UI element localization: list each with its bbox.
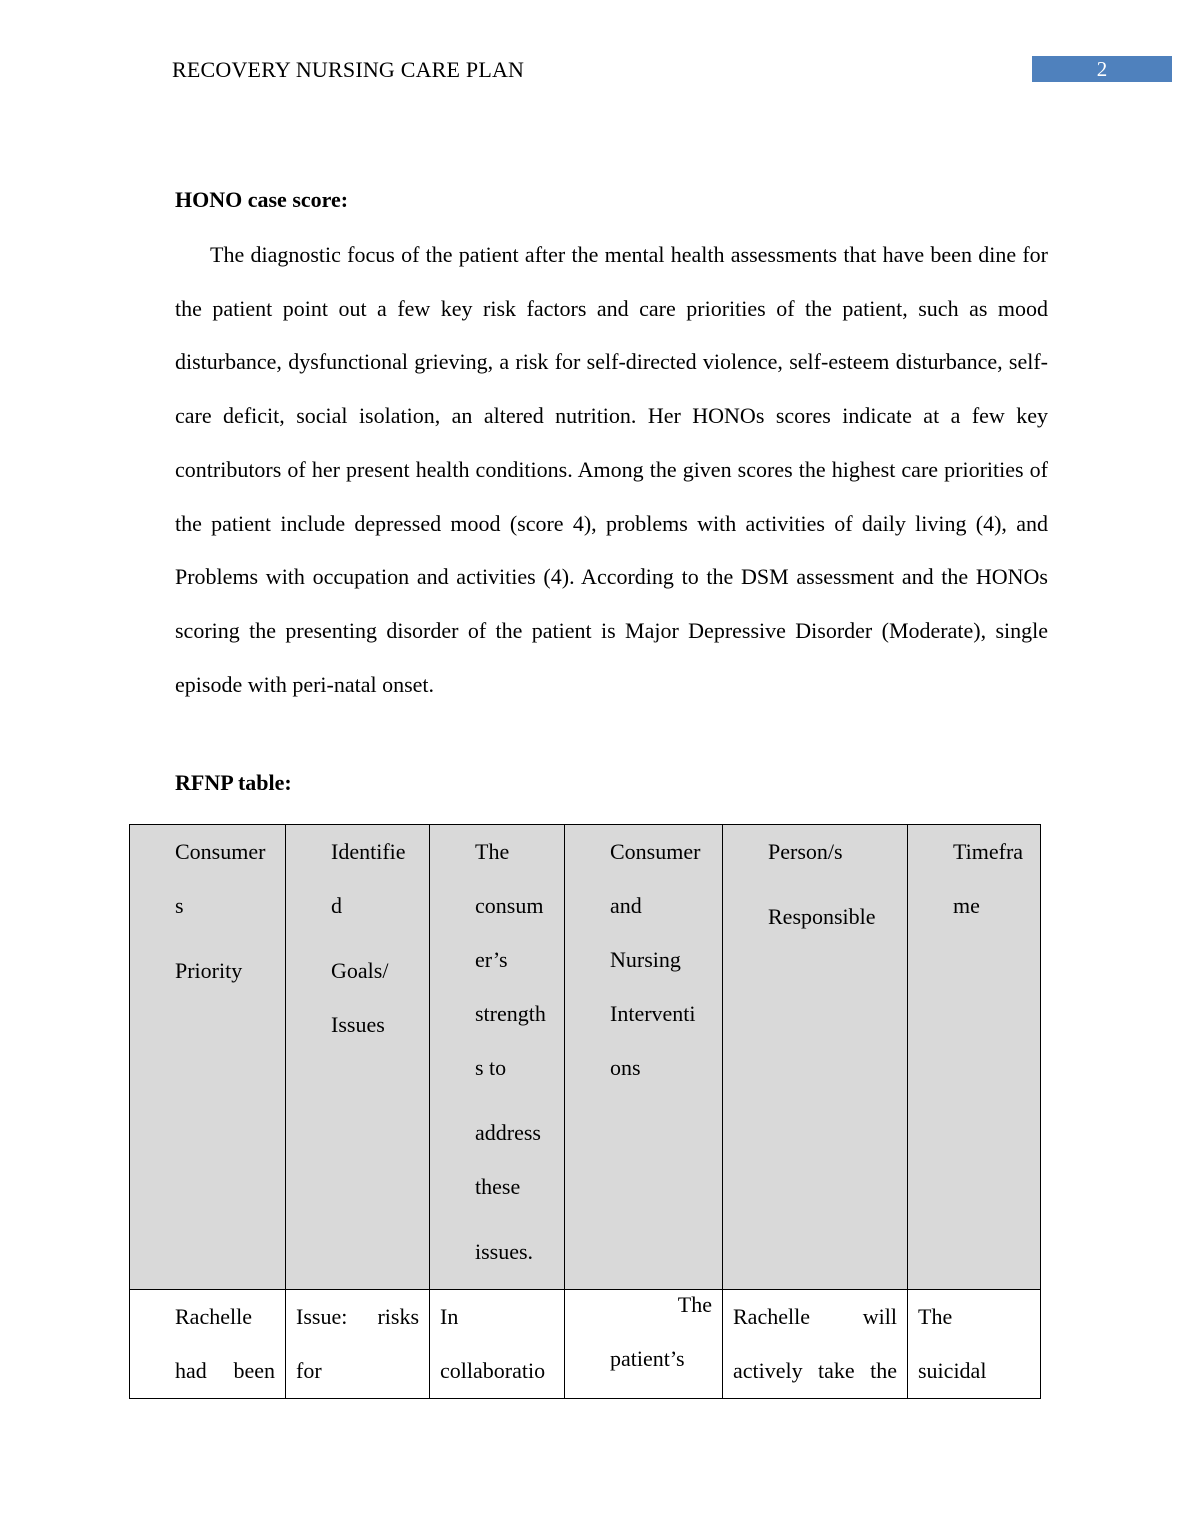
header-text: and	[610, 893, 642, 918]
cell-text: The	[918, 1304, 953, 1329]
header-text: The	[475, 839, 510, 864]
hono-heading: HONO case score:	[175, 187, 349, 212]
header-text: er’s	[475, 947, 508, 972]
header-text: Interventi	[610, 1001, 696, 1026]
header-text: Responsible	[768, 904, 876, 929]
cell-text: take	[818, 1358, 855, 1383]
cell-interventions	[565, 1290, 723, 1399]
cell-text: for	[296, 1358, 322, 1383]
header-text: s	[175, 893, 184, 918]
cell-responsible	[723, 1290, 908, 1399]
header-text: me	[953, 893, 980, 918]
cell-text: actively	[733, 1358, 803, 1383]
header-text: Priority	[175, 958, 243, 983]
cell-goals-issues	[286, 1290, 430, 1399]
cell-text: Rachelle	[175, 1304, 252, 1329]
cell-text: the	[870, 1358, 897, 1383]
rfnp-table	[129, 824, 1041, 1399]
table-header-row	[130, 825, 1041, 1290]
header-text: Consumer	[610, 839, 701, 864]
cell-text: patient’s	[610, 1346, 685, 1371]
header-cell-responsible	[723, 825, 908, 1290]
cell-text: will	[862, 1304, 897, 1329]
cell-text: suicidal	[918, 1358, 987, 1383]
header-cell-strengths	[430, 825, 565, 1290]
header-text: address	[475, 1120, 541, 1145]
header-cell-interventions	[565, 825, 723, 1290]
header-text: s to	[475, 1055, 507, 1080]
header-text: d	[331, 893, 342, 918]
running-header-title: RECOVERY NURSING CARE PLAN	[172, 57, 525, 82]
header-text: Issues	[331, 1012, 385, 1037]
header-cell-goals	[286, 825, 430, 1290]
header-text: these	[475, 1174, 521, 1199]
cell-text: In	[440, 1304, 459, 1329]
cell-text: The	[677, 1292, 712, 1317]
page-number: 2	[1032, 56, 1172, 82]
hono-paragraph: The diagnostic focus of the patient after the mental health assessments that have been dine for the patient point out a few key risk factors and care priorities of the patient, such as mood disturbance, dysfunctional grieving, a risk for self-directed violence, self-esteem disturbance, self-care deficit, social isolation, an altered nutrition. Her HONOs scores indicate at a few key contributors of her present health conditions. Among the given scores the highest care priorities of the patient include depressed mood (score 4), problems with activities of daily living (4), and Problems with occupation and activities (4). According to the DSM assessment and the HONOs scoring the presenting disorder of the patient is Major Depressive Disorder (Moderate), single episode with peri-natal onset.	[175, 242, 1048, 697]
header-text: Consumer	[175, 839, 266, 864]
header-text: Goals/	[331, 958, 389, 983]
header-text: consum	[475, 893, 544, 918]
table-row	[130, 1290, 1041, 1399]
cell-text: Rachelle	[733, 1304, 810, 1329]
header-cell-priority	[130, 825, 286, 1290]
header-text: Identifie	[331, 839, 406, 864]
header-text: ons	[610, 1055, 641, 1080]
header-text: Timefra	[953, 839, 1024, 864]
cell-strengths	[430, 1290, 565, 1399]
header-text: Person/s	[768, 839, 843, 864]
cell-text: collaboratio	[440, 1358, 546, 1383]
cell-text: been	[233, 1358, 275, 1383]
header-text: Nursing	[610, 947, 681, 972]
rfnp-heading: RFNP table:	[175, 770, 292, 795]
cell-text: Issue:	[296, 1304, 348, 1329]
cell-timeframe	[908, 1290, 1041, 1399]
header-text: strength	[475, 1001, 546, 1026]
header-cell-timeframe	[908, 825, 1041, 1290]
cell-consumer-priority	[130, 1290, 286, 1399]
cell-text: risks	[377, 1304, 419, 1329]
header-text: issues.	[475, 1239, 534, 1264]
cell-text: had	[175, 1358, 207, 1383]
